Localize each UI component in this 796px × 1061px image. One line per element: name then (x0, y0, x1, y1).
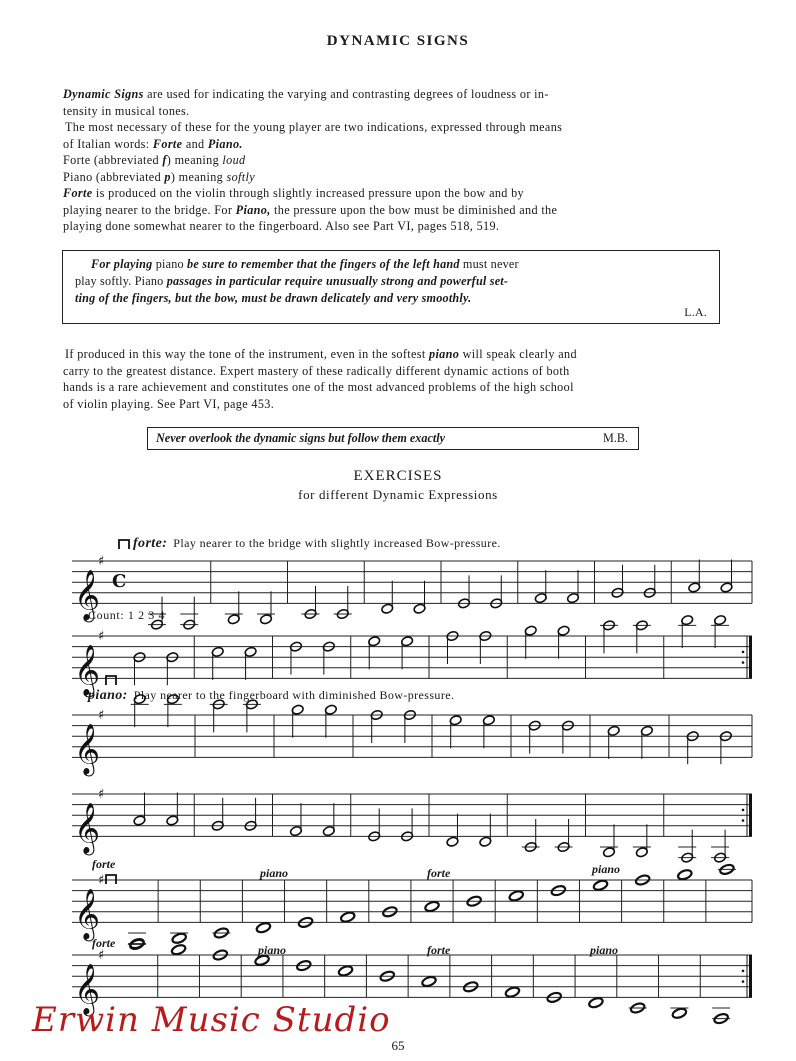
intro-line: playing done somewhat nearer to the fingerboard. Also see Part VI, pages 518, 519. (63, 219, 500, 233)
repeat-dot (742, 980, 745, 983)
note-head (505, 986, 521, 998)
intro-line: Forte (abbreviated f) meaning loud (63, 153, 246, 167)
treble-clef: 𝄞 (74, 963, 101, 1015)
note-head (508, 890, 524, 902)
repeat-dot (742, 970, 745, 973)
quote-line: ting of the fingers, but the bow, must be drawn delicately and very smoothly. (75, 291, 472, 305)
note-head (171, 932, 187, 944)
dynamic-mark: forte (92, 936, 116, 950)
note-head (340, 911, 356, 923)
page-title: DYNAMIC SIGNS (326, 33, 470, 49)
intro-line: playing nearer to the bridge. For Piano, the pressure upon the bow must be diminished and the (63, 202, 558, 217)
note-head (677, 869, 693, 881)
dynamic-mark: piano (592, 862, 621, 876)
dynamic-mark: piano (260, 866, 289, 880)
note-head (671, 1007, 687, 1019)
exercises-subheading: for different Dynamic Expressions (298, 487, 498, 502)
exercise2-instruction: piano: Play nearer to the fingerboard with diminished Bow-pressure. (88, 688, 455, 703)
repeat-dot (742, 661, 745, 664)
quote-line: For playing piano be sure to remember that the fingers of the left hand must never (91, 257, 519, 271)
note-head (338, 965, 354, 977)
note-head (424, 900, 440, 912)
para-line: If produced in this way the tone of the instrument, even in the softest piano will speak clearly and (65, 347, 577, 361)
intro-line: tensity in musical tones. (63, 103, 190, 118)
treble-clef: 𝄞 (74, 802, 101, 854)
key-signature-sharp: ♯ (98, 787, 105, 802)
quote-signature: L.A. (684, 305, 707, 319)
note-head (171, 944, 187, 956)
studio-watermark: Erwin Music Studio (32, 1000, 391, 1040)
note-head (254, 954, 270, 966)
down-bow-mark (119, 540, 129, 549)
treble-clef: 𝄞 (74, 888, 101, 940)
quote-signature: M.B. (602, 431, 628, 445)
time-signature: C (112, 571, 127, 592)
quote-line: play softly. Piano passages in particular require unusually strong and powerful set- (75, 274, 509, 288)
intro-line: Dynamic Signs are used for indicating the varying and contrasting degrees of loudness or in- (63, 87, 549, 101)
exercises-heading: EXERCISES (353, 468, 443, 484)
key-signature-sharp: ♯ (98, 554, 105, 569)
key-signature-sharp: ♯ (98, 873, 105, 888)
intro-line: of Italian words: Forte and Piano. (63, 136, 243, 151)
treble-clef: 𝄞 (74, 723, 101, 775)
dynamic-mark: piano (590, 943, 619, 957)
quote-text: Never overlook the dynamic signs but follow them exactly (156, 431, 446, 445)
down-bow-mark (106, 676, 116, 685)
para-line: carry to the greatest distance. Expert mastery of these radically different dynamic actions of both (63, 363, 570, 378)
intro-line: Piano (abbreviated p) meaning softly (63, 169, 256, 184)
para-line: hands is a rare achievement and constitutes one of the most advanced problems of the high school (63, 380, 574, 394)
note-head (588, 997, 604, 1009)
dynamic-mark: piano (258, 943, 287, 957)
intro-line: The most necessary of these for the young player are two indications, expressed through means (65, 120, 563, 134)
exercise1-instruction: forte: Play nearer to the bridge with slightly increased Bow-pressure. (133, 536, 501, 551)
dynamic-mark: forte (92, 857, 116, 871)
page-number: 65 (391, 1038, 405, 1053)
intro-line: Forte is produced on the violin through slightly increased pressure upon the bow and by (63, 186, 525, 200)
repeat-dot (742, 809, 745, 812)
treble-clef: 𝄞 (74, 569, 101, 621)
dynamic-mark: forte (427, 866, 451, 880)
note-head (256, 922, 272, 934)
key-signature-sharp: ♯ (98, 629, 105, 644)
key-signature-sharp: ♯ (98, 708, 105, 723)
count-label: Count: 1 2 3 4 (88, 608, 166, 622)
para-line: of violin playing. See Part VI, page 453. (63, 396, 275, 411)
note-head (593, 879, 609, 891)
note-head (421, 975, 437, 987)
repeat-dot (742, 819, 745, 822)
dynamic-mark: forte (427, 943, 451, 957)
treble-clef: 𝄞 (74, 644, 101, 696)
key-signature-sharp: ♯ (98, 948, 105, 963)
repeat-dot (742, 651, 745, 654)
